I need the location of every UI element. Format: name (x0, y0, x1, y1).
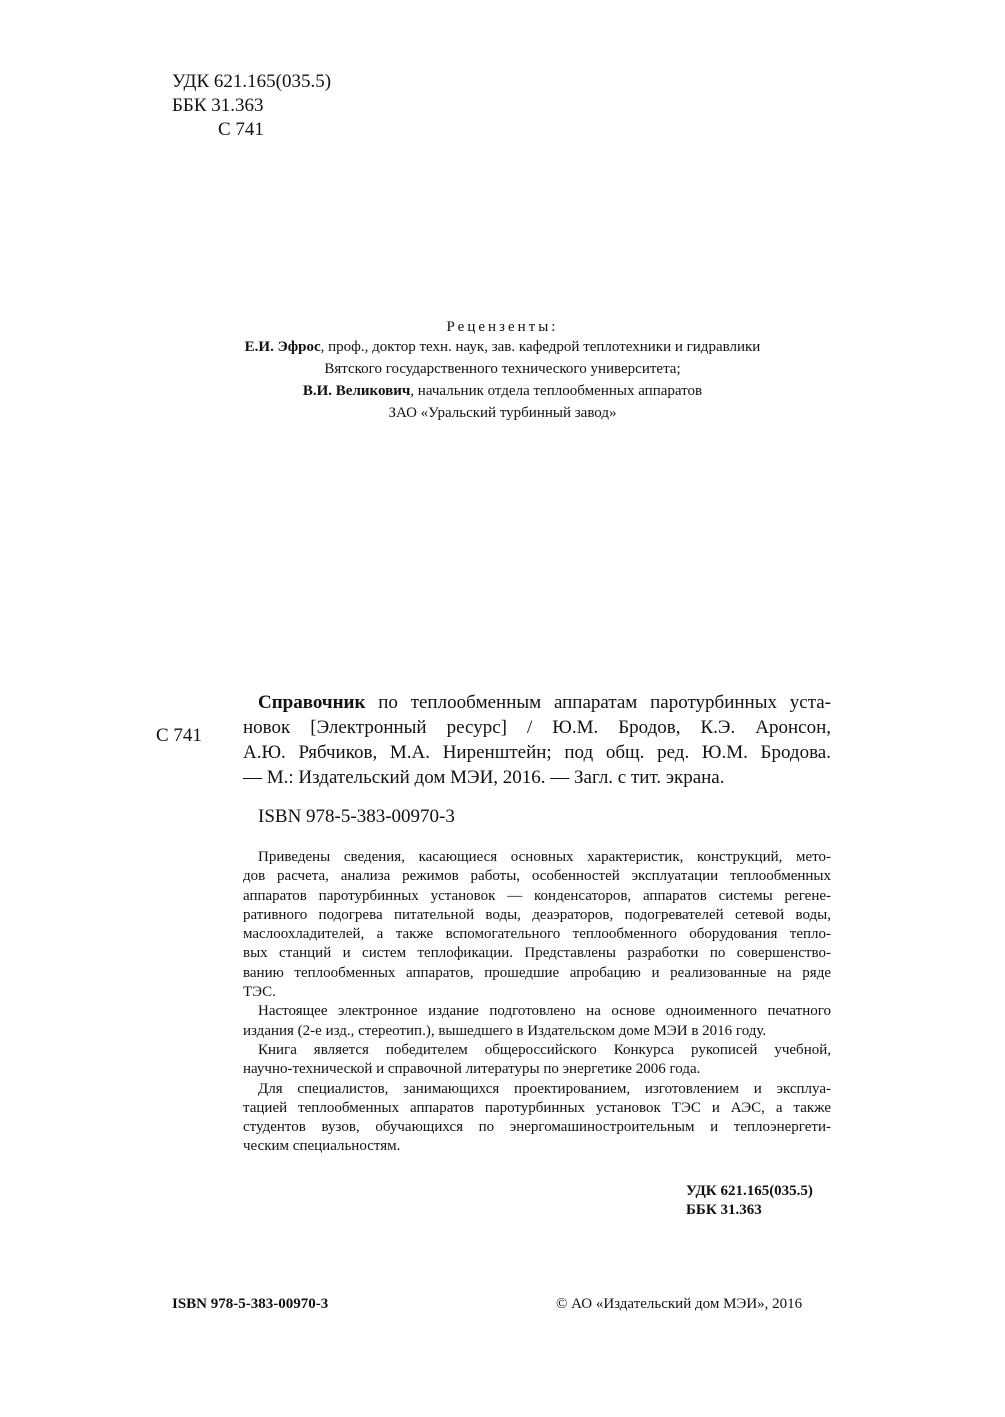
reviewers-heading: Рецензенты: (446, 319, 559, 335)
card-author-sign: С 741 (156, 725, 202, 746)
reviewer-1 (0, 336, 1005, 358)
udk-code: УДК 621.165(035.5) (172, 71, 332, 92)
udk-code-bottom: УДК 621.165(035.5) (686, 1183, 813, 1199)
annotation (243, 848, 831, 1157)
annotation-paragraph-3: Книга является победителем общероссийского Конкурса рукописей учебной, научно-технической и справочной литературы по энергетике 2006 года. (243, 1041, 831, 1078)
reviewer-1-position: , проф., доктор техн. наук, зав. кафедрой теплотехники и гидравлики (320, 339, 761, 355)
annotation-paragraph-4: Для специалистов, занимающихся проектированием, изготовлением и эксплуа- тацией теплообменных аппаратов паротурбинных установок ТЭС и АЭС, а также студентов вузов, обучающихся по энергомашиностроительным и теплоэнергети- ческим специальностям. (243, 1080, 831, 1155)
bibliographic-record (243, 690, 831, 790)
reviewer-1-organization: Вятского государственного технического университета; (324, 361, 681, 377)
reviewer-2 (0, 380, 1005, 402)
record-line-2: новок [Электронный ресурс] / Ю.М. Бродов, К.Э. Аронсон, (243, 717, 831, 738)
record-title: Справочник (258, 692, 366, 713)
author-sign-code: С 741 (218, 119, 264, 140)
bbk-code: ББК 31.363 (172, 95, 264, 116)
reviewer-2-position: , начальник отдела теплообменных аппаратов (410, 383, 703, 399)
annotation-paragraph-2: Настоящее электронное издание подготовлено на основе одноименного печатного издания (2-е изд., стереотип.), вышедшего в Издательском доме МЭИ в 2016 году. (243, 1003, 831, 1039)
copyright-notice: © АО «Издательский дом МЭИ», 2016 (556, 1296, 803, 1312)
reviewer-2-name: В.И. Великович (302, 383, 411, 399)
record-line-3: А.Ю. Рябчиков, М.А. Ниренштейн; под общ. ред. Ю.М. Бродова. (243, 742, 831, 763)
record-line-4: — М.: Издательский дом МЭИ, 2016. — Загл. с тит. экрана. (243, 767, 725, 788)
record-line-1: Справочник по теплообменным аппаратам паротурбинных уста- (258, 692, 831, 713)
bbk-code-bottom: ББК 31.363 (686, 1202, 762, 1218)
footer-isbn: ISBN 978-5-383-00970-3 (172, 1296, 329, 1312)
reviewer-2-organization: ЗАО «Уральский турбинный завод» (388, 405, 617, 421)
annotation-paragraph-1: Приведены сведения, касающиеся основных характеристик, конструкций, мето- дов расчета, анализа режимов работы, особенностей эксплуатации теплообменных аппаратов паротурбинных установок — конденсаторов, аппаратов системы регене- ративного подогрева питательной воды, деаэраторов, подогревателей сетевой воды, маслоохладителей, а также вспомогательного теплообменного оборудования теплo- вых станций и систем теплофикации. Представлены разработки по совершенство- ванию теплообменных аппаратов, прошедшие апробацию и реализованные на ряде ТЭС. (243, 849, 831, 1001)
reviewer-1-name: Е.И. Эфрос (244, 339, 321, 355)
record-isbn: ISBN 978-5-383-00970-3 (258, 806, 455, 827)
